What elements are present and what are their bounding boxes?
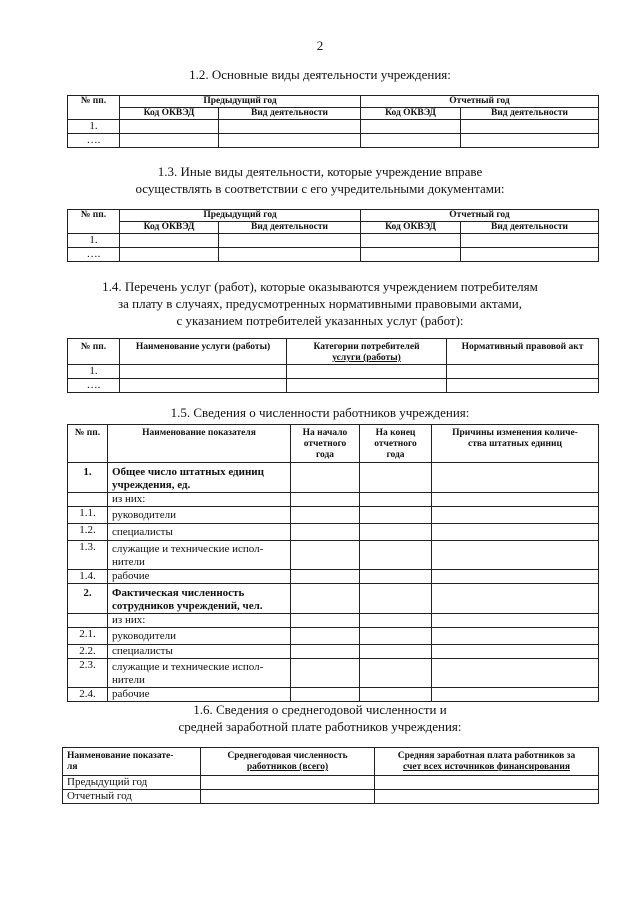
table-row (68, 379, 599, 393)
table-row: 2.2. специалисты (68, 645, 599, 659)
activity-kind-header: Вид деятельности (461, 108, 599, 120)
table-row (68, 120, 599, 134)
main-activities-table (67, 95, 599, 148)
activity-kind-header: Вид деятельности (461, 222, 599, 234)
indicator-name-header: Наименование показате- ля (63, 748, 201, 776)
table-row (68, 248, 599, 262)
avg-staff-salary-table (62, 747, 599, 804)
table-row: 1.3. служащие и технические испол- нители (68, 541, 599, 570)
activity-kind-header: Вид деятельности (219, 108, 361, 120)
okved-code-header: Код ОКВЭД (120, 108, 219, 120)
table-row: из них: (68, 493, 599, 507)
section-1-6-title: 1.6. Сведения о среднегодовой численности и средней заработной плате работников учреждения: (178, 702, 462, 734)
table-row (68, 134, 599, 148)
change-reasons-header: Причины изменения количе- ства штатных единиц (432, 425, 599, 463)
table-row: 2. Фактическая численность сотрудников учреждений, чел. (68, 584, 599, 614)
table-row: 2.3. служащие и технические испол- нители (68, 659, 599, 688)
table-row (68, 234, 599, 248)
section-1-4-title: 1.4. Перечень услуг (работ), которые оказываются учреждением потребителям за плату в случаях, предусмотренных нормативными правовыми актами, с указанием потребителей указанных услуг (работ): (102, 279, 538, 328)
activity-kind-header: Вид деятельности (219, 222, 361, 234)
avg-salary-header: Средняя заработная плата работников за счет всех источников финансирования (375, 748, 599, 776)
row-number: …. (68, 379, 120, 393)
row-number: 1. (68, 234, 120, 248)
page-number: 2 (316, 38, 324, 53)
col-num-header: № пп. (68, 425, 108, 463)
table-row: 1.4. рабочие (68, 570, 599, 584)
okved-code-header: Код ОКВЭД (361, 108, 461, 120)
year-start-header: На начало отчетного года (291, 425, 360, 463)
indicator-name-header: Наименование показателя (108, 425, 291, 463)
table-row: 1. Общее число штатных единиц учреждения, ед. (68, 463, 599, 493)
section-1-5-title: 1.5. Сведения о численности работников учреждения: (170, 405, 470, 420)
col-num-header: № пп. (68, 210, 120, 234)
prev-year-header: Предыдущий год (120, 96, 361, 108)
col-num-header: № пп. (68, 96, 120, 120)
table-row: из них: (68, 614, 599, 628)
consumer-category-header: Категории потребителей услуги (работы) (287, 339, 447, 365)
section-1-2-title: 1.2. Основные виды деятельности учреждения: (189, 67, 451, 82)
other-activities-table (67, 209, 599, 262)
row-number: 1. (68, 120, 120, 134)
paid-services-table (67, 338, 599, 393)
staff-count-table (67, 424, 599, 702)
row-number: …. (68, 134, 120, 148)
prev-year-header: Предыдущий год (120, 210, 361, 222)
year-end-header: На конец отчетного года (360, 425, 432, 463)
table-row: 2.4. рабочие (68, 688, 599, 702)
okved-code-header: Код ОКВЭД (361, 222, 461, 234)
col-num-header: № пп. (68, 339, 120, 365)
curr-year-header: Отчетный год (361, 210, 599, 222)
row-number: …. (68, 248, 120, 262)
table-row: 1.2. специалисты (68, 524, 599, 541)
legal-act-header: Нормативный правовой акт (447, 339, 599, 365)
avg-headcount-header: Среднегодовая численность работников (всего) (201, 748, 375, 776)
table-row: 2.1. руководители (68, 628, 599, 645)
section-1-3-title: 1.3. Иные виды деятельности, которые учреждение вправе осуществлять в соответствии с его учредительными документами: (135, 164, 505, 196)
table-row (68, 365, 599, 379)
table-row: Предыдущий год (63, 776, 599, 790)
table-row: 1.1. руководители (68, 507, 599, 524)
table-row: Отчетный год (63, 790, 599, 804)
curr-year-header: Отчетный год (361, 96, 599, 108)
okved-code-header: Код ОКВЭД (120, 222, 219, 234)
row-number: 1. (68, 365, 120, 379)
service-name-header: Наименование услуги (работы) (120, 339, 287, 365)
